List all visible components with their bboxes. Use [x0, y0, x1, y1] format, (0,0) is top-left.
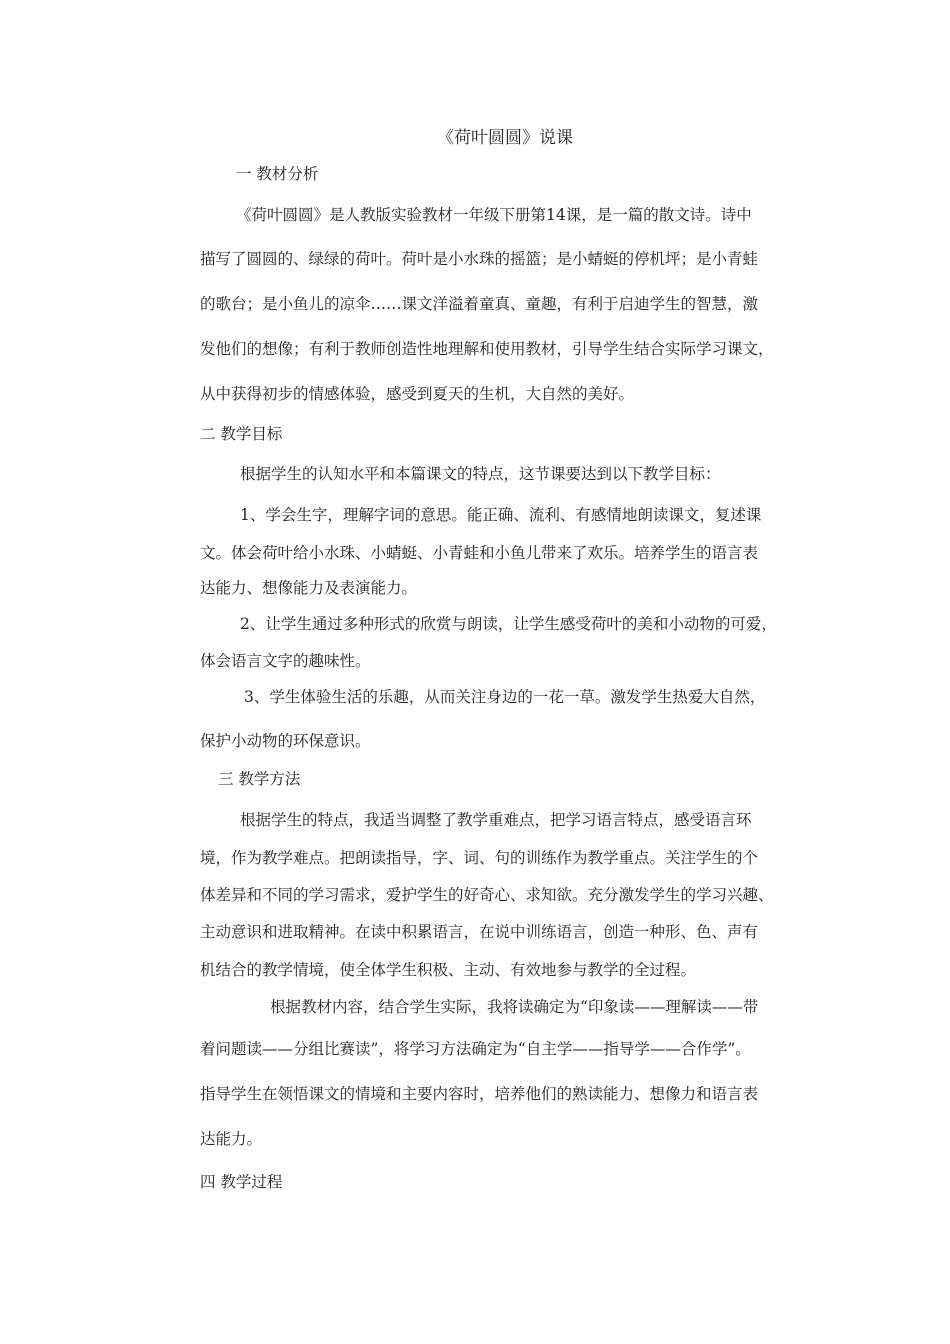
paragraph-line: 着问题读——分组比赛读”，将学习方法确定为“自主学——指导学——合作学”。 — [200, 1040, 751, 1058]
paragraph-line: 境，作为教学难点。把朗读指导，字、词、句的训练作为教学重点。关注学生的个 — [200, 849, 759, 867]
paragraph-line: 达能力。 — [200, 1130, 263, 1148]
paragraph-line: 机结合的教学情境，使全体学生积极、主动、有效地参与教学的全过程。 — [200, 961, 697, 979]
paragraph-line: 发他们的想像；有利于教师创造性地理解和使用教材，引导学生结合实际学习课文， — [200, 340, 774, 358]
section-heading-4: 四 教学过程 — [200, 1173, 283, 1191]
paragraph-line: 文。体会荷叶给小水珠、小蜻蜓、小青蛙和小鱼儿带来了欢乐。培养学生的语言表 — [200, 544, 759, 562]
section-heading-1: 一 教材分析 — [236, 165, 319, 183]
paragraph-line: 体差异和不同的学习需求，爱护学生的好奇心、求知欲。充分激发学生的学习兴趣、 — [200, 886, 774, 904]
paragraph-line: 从中获得初步的情感体验，感受到夏天的生机，大自然的美好。 — [200, 385, 635, 403]
section-heading-3: 三 教学方法 — [218, 770, 301, 788]
paragraph-line: 根据教材内容，结合学生实际，我将读确定为“印象读——理解读——带 — [270, 998, 759, 1016]
document-title: 《荷叶圆圆》说课 — [437, 128, 573, 148]
goal-item-3: 3、学生体验生活的乐趣，从而关注身边的一花一草。激发学生热爱大自然， — [244, 688, 766, 706]
paragraph-line: 描写了圆圆的、绿绿的荷叶。荷叶是小水珠的摇篮；是小蜻蜓的停机坪；是小青蛙 — [200, 250, 759, 268]
paragraph-line: 主动意识和进取精神。在读中积累语言，在说中训练语言，创造一种形、色、声有 — [200, 923, 759, 941]
paragraph-line: 《荷叶圆圆》是人教版实验教材一年级下册第14课，是一篇的散文诗。诗中 — [236, 206, 752, 224]
section-heading-2: 二 教学目标 — [200, 425, 283, 443]
paragraph-line: 根据学生的认知水平和本篇课文的特点，这节课要达到以下教学目标： — [240, 465, 721, 483]
paragraph-line: 体会语言文字的趣味性。 — [200, 652, 371, 670]
paragraph-line: 指导学生在领悟课文的情境和主要内容时，培养他们的熟读能力、想像力和语言表 — [200, 1085, 759, 1103]
goal-item-2: 2、让学生通过多种形式的欣赏与朗读，让学生感受荷叶的美和小动物的可爱， — [240, 615, 777, 633]
paragraph-line: 的歌台；是小鱼儿的凉伞……课文洋溢着童真、童趣，有利于启迪学生的智慧，激 — [200, 295, 759, 313]
paragraph-line: 达能力、想像能力及表演能力。 — [200, 579, 418, 597]
paragraph-line: 保护小动物的环保意识。 — [200, 732, 371, 750]
goal-item-1: 1、学会生字，理解字词的意思。能正确、流利、有感情地朗读课文，复述课 — [240, 506, 762, 524]
paragraph-line: 根据学生的特点，我适当调整了教学重难点，把学习语言特点，感受语言环 — [240, 811, 752, 829]
